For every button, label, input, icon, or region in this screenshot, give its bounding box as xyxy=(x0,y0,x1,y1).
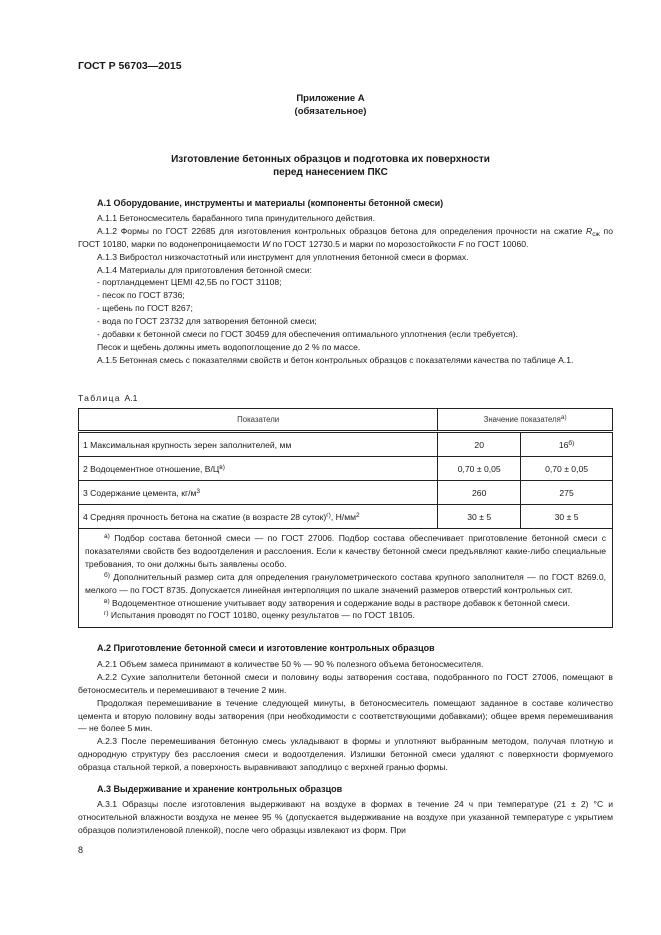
document-code: ГОСТ Р 56703—2015 xyxy=(78,60,182,72)
section-a1 xyxy=(78,197,613,367)
footnote-b: $^{б)}$ Дополнительный размер сита для определения гранулометрического состава крупного заполнителя — по ГОСТ 8269.0, мелкого — по ГОСТ 8735. Допускается линейная интерполяция по шкале значений размеров отверстий контрольных сит. xyxy=(85,571,606,595)
row-value-1: 30 ± 5 xyxy=(438,505,521,529)
row-label: 2 Водоцементное отношение, $В/Ц^{в)}$ xyxy=(79,457,438,481)
row-label: 3 Содержание цемента, $кг/м^3$ xyxy=(79,481,438,505)
footnote-a: $^{а)}$ Подбор состава бетонной смеси — по ГОСТ 27006. Подбор состава обеспечивает приготовление бетонной смеси с показателями свойств без водоотделения и расслоения. Если к качеству бетонной смеси предъявляют какие-либо специальные требования, то они должны быть заявлены особо. xyxy=(85,533,606,569)
paragraph-a1-2: А.1.2 Формы по ГОСТ 22685 для изготовления контрольных образцов бетона для определения прочности на сжатие $R_{сж}$ по ГОСТ 10180, марки по водонепроницаемости W по ГОСТ 12730.5 и марки по морозостойкости F по ГОСТ 10060. xyxy=(78,225,613,249)
section-a3 xyxy=(78,783,613,837)
page-number: 8 xyxy=(78,845,84,855)
table-footnotes-row xyxy=(79,529,613,628)
list-item-material: - портландцемент ЦЕМI 42,5Б по ГОСТ 31108; xyxy=(97,277,282,288)
header-value: Значение показателя$^{а)}$ xyxy=(438,409,613,432)
paragraph-a1-4: А.1.4 Материалы для приготовления бетонной смеси: xyxy=(97,264,312,275)
row-value-1: 260 xyxy=(438,481,521,505)
paragraph-a1-note: Песок и щебень должны иметь водопоглощение до 2 % по массе. xyxy=(97,341,361,352)
row-value-1: 0,70 ± 0,05 xyxy=(438,457,521,481)
paragraph-a3-1: А.3.1 Образцы после изготовления выдерживают на воздухе в формах в течение 24 ч при температуре (21 ± 2) °С и относительной влажности воздуха не менее 95 % (допускается выдерживание на воздухе при указанной температуре с укрытием образцов полиэтиленовой пленкой), после чего образцы извлекают из форм. При xyxy=(78,798,613,835)
section-a2 xyxy=(78,642,613,774)
paragraph-a2-2-cont: Продолжая перемешивание в течение следующей минуты, в бетоносмеситель помещают заданное в составе количество цемента и вторую половину воды затворения (при необходимости с соответствующими добавками); общее время перемешивания — не более 5 мин. xyxy=(78,697,613,734)
section-a2-heading: А.2 Приготовление бетонной смеси и изготовление контрольных образцов xyxy=(97,643,435,653)
list-item-material: - щебень по ГОСТ 8267; xyxy=(97,303,193,314)
table-row xyxy=(79,457,613,481)
list-item-material: - вода по ГОСТ 23732 для затворения бетонной смеси; xyxy=(97,316,317,327)
row-label: 4 Средняя прочность бетона на сжатие (в возрасте 28 суток)$^{г)}$, $Н/мм^2$ xyxy=(79,505,438,529)
section-a3-heading: А.3 Выдерживание и хранение контрольных образцов xyxy=(97,784,343,794)
list-item-material: - песок по ГОСТ 8736; xyxy=(97,290,185,301)
row-value-2: 0,70 ± 0,05 xyxy=(521,457,613,481)
main-title xyxy=(0,153,661,179)
paragraph-a1-5: А.1.5 Бетонная смесь с показателями свойств и бетон контрольных образцов с показателями качества по таблице А.1. xyxy=(97,354,574,365)
list-item-material: - добавки к бетонной смеси по ГОСТ 30459 для обеспечения оптимального уплотнения (если требуется). xyxy=(97,329,519,340)
table-a1 xyxy=(78,408,613,628)
table-footnotes xyxy=(79,529,613,628)
table-header-row xyxy=(79,409,613,432)
paragraph-a1-3: А.1.3 Вибростол низкочастотный или инструмент для уплотнения бетонной смеси в формах. xyxy=(97,251,469,262)
footnote-v: $^{в)}$ Водоцементное отношение учитывает воду затворения и содержание воды в растворе добавок к бетонной смеси. xyxy=(104,597,570,608)
paragraph-a2-1: А.2.1 Объем замеса принимают в количестве 50 % — 90 % полезного объема бетоносмесителя. xyxy=(97,658,484,669)
paragraph-a2-2: А.2.2 Сухие заполнители бетонной смеси и половину воды затворения состава, подобранного по ГОСТ 27006, помещают в бетоносмеситель и перемешивают в течение 2 мин. xyxy=(78,671,613,695)
paragraph-a1-1: А.1.1 Бетоносмеситель барабанного типа принудительного действия. xyxy=(97,212,376,223)
main-title-line-1: Изготовление бетонных образцов и подготовка их поверхности xyxy=(171,154,490,165)
row-value-2: 30 ± 5 xyxy=(521,505,613,529)
appendix-status: (обязательное) xyxy=(294,106,367,117)
table-caption: Таблица А.1 xyxy=(78,393,138,403)
table-row xyxy=(79,505,613,529)
row-value-2: $16^{б)}$ xyxy=(521,432,613,457)
main-title-line-2: перед нанесением ПКС xyxy=(273,167,388,178)
paragraph-a2-3: А.2.3 После перемешивания бетонную смесь укладывают в формы и уплотняют выбранным методом, получая плотную и однородную структуру без расслоения смеси и водоотделения. Излишки бетонной смеси удаляют с поверхности формуемого образца стальной теркой, а поверхность выравнивают заподлицо с верхней гранью формы. xyxy=(78,736,613,773)
table-row xyxy=(79,481,613,505)
footnote-g: $^{г)}$ Испытания проводят по ГОСТ 10180, оценку результатов — по ГОСТ 18105. xyxy=(104,610,415,621)
row-value-2: 275 xyxy=(521,481,613,505)
table-row xyxy=(79,432,613,457)
header-indicator: Показатели xyxy=(79,409,438,432)
row-label: 1 Максимальная крупность зерен заполнителей, мм xyxy=(79,432,438,457)
appendix-title: Приложение А xyxy=(296,93,365,104)
section-a1-heading: А.1 Оборудование, инструменты и материалы (компоненты бетонной смеси) xyxy=(97,198,444,208)
row-value-1: 20 xyxy=(438,432,521,457)
